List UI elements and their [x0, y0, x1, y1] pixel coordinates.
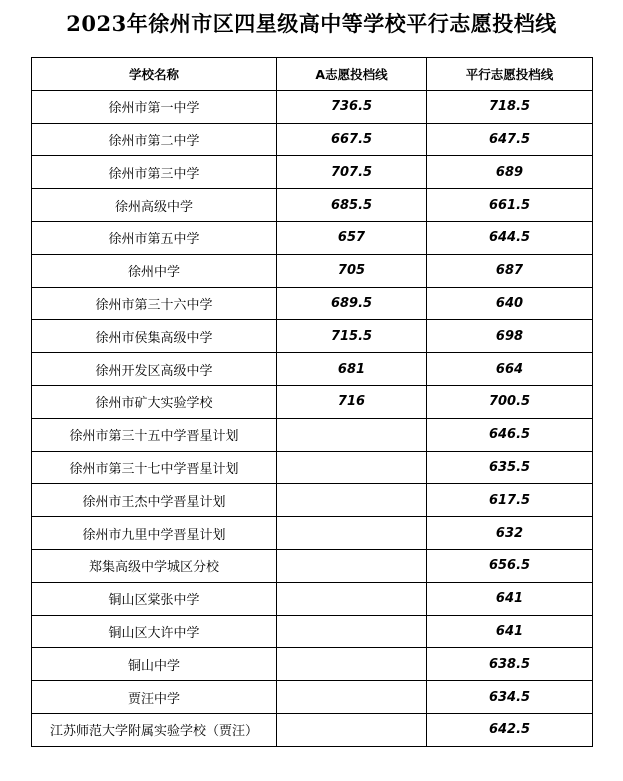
parallel-line-cell: 644.5 [427, 221, 593, 254]
table-row [32, 418, 593, 451]
parallel-line-cell: 617.5 [427, 484, 593, 517]
table-row [32, 320, 593, 353]
parallel-line-cell: 700.5 [427, 385, 593, 418]
table-row [32, 287, 593, 320]
table-row [32, 90, 593, 123]
a-line-cell [277, 418, 427, 451]
parallel-line-cell: 640 [427, 287, 593, 320]
school-name-cell: 铜山中学 [32, 648, 277, 681]
school-name-cell: 徐州市侯集高级中学 [32, 320, 277, 353]
table-row [32, 648, 593, 681]
parallel-line-cell: 642.5 [427, 713, 593, 746]
parallel-line-cell: 656.5 [427, 549, 593, 582]
table-row [32, 517, 593, 550]
table-row [32, 254, 593, 287]
school-name-cell: 徐州开发区高级中学 [32, 353, 277, 386]
cutoff-table [31, 57, 593, 747]
parallel-line-cell: 632 [427, 517, 593, 550]
a-line-cell: 736.5 [277, 90, 427, 123]
header-parallel-line: 平行志愿投档线 [427, 58, 593, 91]
a-line-cell [277, 517, 427, 550]
parallel-line-cell: 635.5 [427, 451, 593, 484]
table-row [32, 385, 593, 418]
school-name-cell: 徐州市王杰中学晋星计划 [32, 484, 277, 517]
a-line-cell [277, 484, 427, 517]
table-row [32, 615, 593, 648]
parallel-line-cell: 634.5 [427, 681, 593, 714]
school-name-cell: 郑集高级中学城区分校 [32, 549, 277, 582]
table-row [32, 549, 593, 582]
a-line-cell [277, 713, 427, 746]
school-name-cell: 徐州市矿大实验学校 [32, 385, 277, 418]
a-line-cell: 689.5 [277, 287, 427, 320]
a-line-cell [277, 451, 427, 484]
school-name-cell: 徐州中学 [32, 254, 277, 287]
school-name-cell: 徐州市第三十七中学晋星计划 [32, 451, 277, 484]
table-row [32, 451, 593, 484]
a-line-cell: 716 [277, 385, 427, 418]
school-name-cell: 徐州市第三中学 [32, 156, 277, 189]
parallel-line-cell: 646.5 [427, 418, 593, 451]
school-name-cell: 徐州市第五中学 [32, 221, 277, 254]
parallel-line-cell: 641 [427, 615, 593, 648]
parallel-line-cell: 687 [427, 254, 593, 287]
table-row [32, 713, 593, 746]
table-row [32, 156, 593, 189]
header-school-name: 学校名称 [32, 58, 277, 91]
school-name-cell: 铜山区棠张中学 [32, 582, 277, 615]
a-line-cell: 715.5 [277, 320, 427, 353]
a-line-cell: 685.5 [277, 189, 427, 222]
school-name-cell: 徐州市第二中学 [32, 123, 277, 156]
parallel-line-cell: 641 [427, 582, 593, 615]
parallel-line-cell: 689 [427, 156, 593, 189]
table-row [32, 189, 593, 222]
school-name-cell: 铜山区大许中学 [32, 615, 277, 648]
table-row [32, 353, 593, 386]
table-header-row [32, 58, 593, 91]
table-row [32, 123, 593, 156]
school-name-cell: 徐州市第三十五中学晋星计划 [32, 418, 277, 451]
page-title: 2023年徐州市区四星级高中等学校平行志愿投档线 [66, 11, 557, 36]
a-line-cell [277, 582, 427, 615]
parallel-line-cell: 647.5 [427, 123, 593, 156]
school-name-cell: 徐州市第三十六中学 [32, 287, 277, 320]
a-line-cell: 667.5 [277, 123, 427, 156]
parallel-line-cell: 718.5 [427, 90, 593, 123]
school-name-cell: 江苏师范大学附属实验学校（贾汪） [32, 713, 277, 746]
parallel-line-cell: 664 [427, 353, 593, 386]
a-line-cell: 657 [277, 221, 427, 254]
school-name-cell: 贾汪中学 [32, 681, 277, 714]
school-name-cell: 徐州市第一中学 [32, 90, 277, 123]
table-row [32, 681, 593, 714]
school-name-cell: 徐州市九里中学晋星计划 [32, 517, 277, 550]
a-line-cell [277, 648, 427, 681]
school-name-cell: 徐州高级中学 [32, 189, 277, 222]
parallel-line-cell: 661.5 [427, 189, 593, 222]
table-row [32, 221, 593, 254]
table-row [32, 582, 593, 615]
a-line-cell [277, 549, 427, 582]
parallel-line-cell: 698 [427, 320, 593, 353]
a-line-cell: 681 [277, 353, 427, 386]
table-row [32, 484, 593, 517]
parallel-line-cell: 638.5 [427, 648, 593, 681]
header-a-line: A志愿投档线 [277, 58, 427, 91]
a-line-cell: 707.5 [277, 156, 427, 189]
a-line-cell [277, 615, 427, 648]
a-line-cell [277, 681, 427, 714]
a-line-cell: 705 [277, 254, 427, 287]
